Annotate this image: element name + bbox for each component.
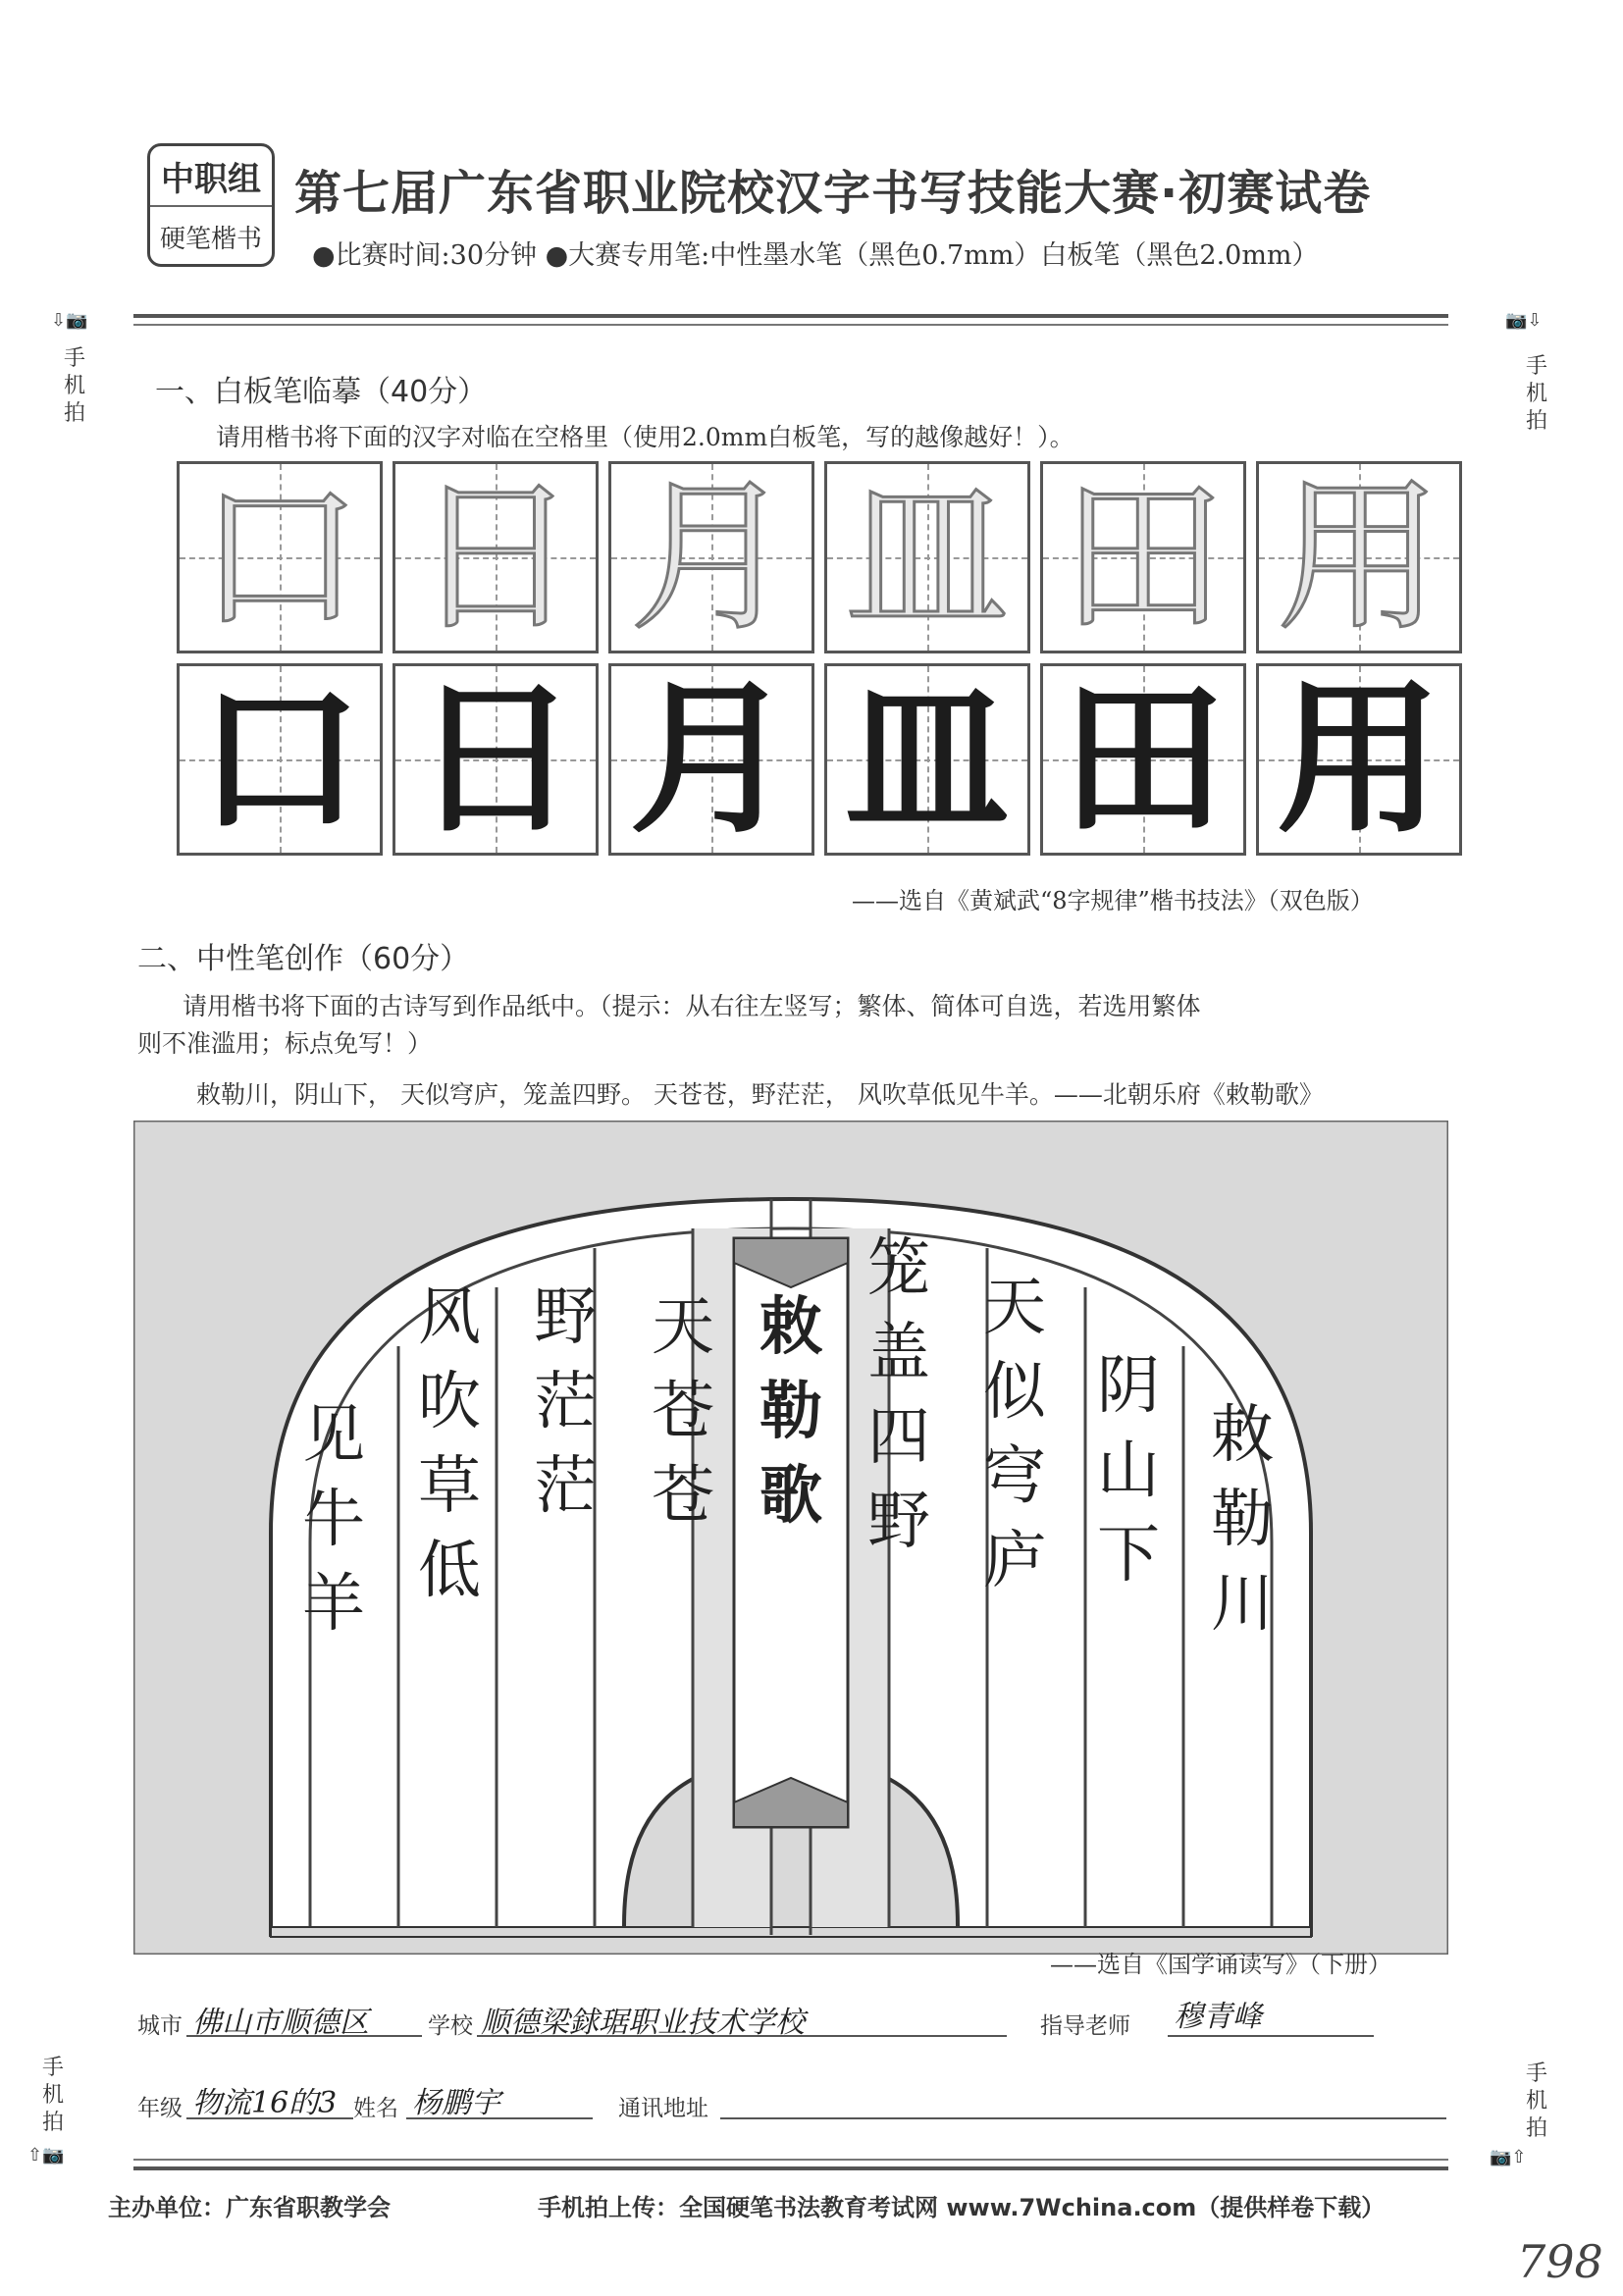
written-char: 月 — [629, 663, 794, 856]
side-label-left-bottom: 手机拍 — [41, 2056, 64, 2135]
section2-credit: ——选自《国学诵读写》（下册） — [1050, 1951, 1391, 1978]
practice-cell[interactable] — [824, 663, 1030, 856]
practice-cell[interactable] — [1040, 663, 1246, 856]
model-cell — [393, 461, 599, 653]
grade-value[interactable]: 物流16的3 — [192, 2086, 338, 2120]
poem-column: 天苍苍 — [652, 1291, 714, 1533]
practice-cell[interactable] — [393, 663, 599, 856]
page-title: 第七届广东省职业院校汉字书写技能大赛·初赛试卷 — [294, 166, 1372, 221]
written-char: 日 — [413, 663, 578, 856]
teacher-value[interactable]: 穆青峰 — [1174, 2000, 1262, 2034]
practice-cell[interactable] — [1256, 663, 1462, 856]
section2-instruction-line2: 则不准滥用；标点免写！） — [137, 1029, 433, 1058]
model-char: 皿 — [845, 461, 1010, 653]
camera-icon: ⇩📷 — [51, 310, 88, 331]
section1-instruction: 请用楷书将下面的汉字对临在空格里（使用2.0mm白板笔，写的越像越好！）。 — [216, 423, 1074, 451]
poem-column: 风吹草低 — [418, 1281, 481, 1607]
model-cell — [824, 461, 1030, 653]
top-rule — [133, 314, 1448, 318]
model-cell — [177, 461, 383, 653]
teacher-label: 指导老师 — [1040, 2013, 1130, 2039]
city-underline — [186, 2035, 422, 2037]
model-char: 田 — [1061, 461, 1226, 653]
side-label-right-top: 手机拍 — [1525, 354, 1547, 434]
top-rule-thin — [133, 324, 1448, 326]
name-value[interactable]: 杨鹏宇 — [412, 2086, 500, 2120]
side-label-right-bottom: 手机拍 — [1525, 2061, 1547, 2141]
side-label-left-top: 手机拍 — [63, 346, 85, 426]
grade-underline — [186, 2117, 353, 2119]
grade-label: 年级 — [137, 2096, 183, 2121]
practice-cell[interactable] — [608, 663, 814, 856]
poem-column: 阴山下 — [1097, 1350, 1160, 1592]
written-char: 用 — [1277, 663, 1441, 856]
school-underline — [477, 2035, 1007, 2037]
group-badge — [147, 143, 275, 267]
section1-credit: ——选自《黄斌武“8字规律”楷书技法》（双色版） — [852, 887, 1374, 914]
name-underline — [406, 2117, 593, 2119]
school-value[interactable]: 顺德梁銶琚职业技术学校 — [481, 2006, 805, 2040]
bottom-rule-thin — [133, 2159, 1448, 2161]
model-cell — [1040, 461, 1246, 653]
poem-column: 野茫茫 — [534, 1281, 597, 1523]
written-char: 田 — [1061, 663, 1226, 856]
model-cell — [608, 461, 814, 653]
exam-info-line: ●比赛时间:30分钟 ●大赛专用笔:中性墨水笔（黑色0.7mm）白板笔（黑色2.0mm） — [312, 240, 1319, 271]
written-char: 口 — [197, 663, 362, 856]
camera-icon: ⇧📷 — [27, 2145, 65, 2166]
organizer: 主办单位：广东省职教学会 — [108, 2194, 391, 2221]
section2-heading: 二、中性笔创作（60分） — [137, 942, 470, 976]
page-number: 798 — [1517, 2235, 1603, 2288]
address-underline — [720, 2117, 1446, 2119]
city-value[interactable]: 佛山市顺德区 — [192, 2006, 369, 2040]
poem-column: 笼盖四野 — [867, 1232, 930, 1558]
poem-text: 敕勒川，阴山下， 天似穹庐，笼盖四野。 天苍苍，野茫茫， 风吹草低见牛羊。——北朝乐府《敕勒歌》 — [196, 1080, 1324, 1109]
model-cell — [1256, 461, 1462, 653]
poem-column: 敕勒川 — [1211, 1399, 1274, 1641]
poem-title-column: 敕勒歌 — [759, 1290, 822, 1533]
model-char: 月 — [629, 461, 794, 653]
name-label: 姓名 — [353, 2096, 398, 2121]
badge-category-label: 硬笔楷书 — [159, 224, 262, 254]
section1-heading: 一、白板笔临摹（40分） — [155, 375, 488, 409]
upload-info: 手机拍上传：全国硬笔书法教育考试网 www.7Wchina.com（提供样卷下载） — [538, 2194, 1386, 2221]
school-label: 学校 — [428, 2013, 473, 2039]
camera-icon: 📷⇧ — [1490, 2147, 1527, 2167]
poem-column: 天似穹庐 — [983, 1272, 1046, 1597]
camera-icon: 📷⇩ — [1505, 310, 1543, 331]
city-label: 城市 — [137, 2013, 183, 2039]
badge-group-label: 中职组 — [150, 146, 272, 207]
teacher-underline — [1168, 2035, 1374, 2037]
model-char: 口 — [197, 461, 362, 653]
address-label: 通讯地址 — [618, 2096, 708, 2121]
poem-column: 见牛羊 — [302, 1399, 365, 1641]
bottom-rule — [133, 2166, 1448, 2170]
section2-instruction-line1: 请用楷书将下面的古诗写到作品纸中。（提示：从右往左竖写；繁体、简体可自选，若选用繁体 — [183, 992, 1201, 1020]
model-char: 用 — [1277, 461, 1441, 653]
practice-cell[interactable] — [177, 663, 383, 856]
written-char: 皿 — [845, 663, 1010, 856]
model-char: 日 — [413, 461, 578, 653]
